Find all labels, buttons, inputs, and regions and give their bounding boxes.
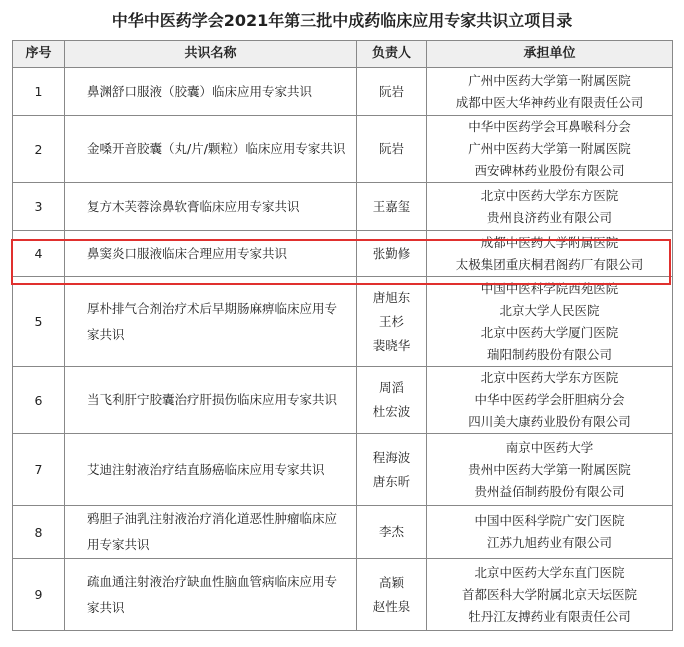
undertaking-unit: 首都医科大学附属北京天坛医院 bbox=[461, 586, 637, 602]
undertaking-unit: 江苏九旭药业有限公司 bbox=[486, 535, 612, 550]
undertaking-unit: 四川美大康药业股份有限公司 bbox=[468, 414, 631, 429]
responsible-person: 赵性泉 bbox=[372, 598, 411, 614]
undertaking-unit: 成都中医药大学附属医院 bbox=[480, 234, 619, 250]
undertaking-unit: 中国中医科学院西苑医院 bbox=[480, 280, 619, 296]
undertaking-unit: 中国中医科学院广安门医院 bbox=[474, 513, 625, 528]
undertaking-unit: 北京中医药大学厦门医院 bbox=[480, 324, 619, 340]
responsible-person: 张勤修 bbox=[372, 245, 411, 261]
table-row bbox=[13, 434, 673, 506]
undertaking-units-cell bbox=[427, 183, 673, 231]
table-row bbox=[13, 367, 673, 434]
undertaking-unit: 广州中医药大学第一附属医院 bbox=[468, 141, 631, 156]
responsible-person: 阮岩 bbox=[378, 141, 404, 156]
consensus-name: 当飞利肝宁胶囊治疗肝损伤临床应用专家共识 bbox=[65, 367, 357, 434]
undertaking-units-cell bbox=[427, 367, 673, 434]
table-row bbox=[13, 231, 673, 277]
row-number: 9 bbox=[13, 559, 65, 631]
row-number: 6 bbox=[13, 367, 65, 434]
header-no: 序号 bbox=[13, 41, 65, 68]
responsible-person-cell bbox=[357, 559, 427, 631]
responsible-person: 唐旭东 bbox=[372, 289, 411, 305]
undertaking-units-cell bbox=[427, 559, 673, 631]
consensus-name: 厚朴排气合剂治疗术后早期肠麻痹临床应用专家共识 bbox=[65, 277, 357, 367]
undertaking-unit: 贵州益佰制药股份有限公司 bbox=[474, 483, 625, 499]
table-row bbox=[13, 559, 673, 631]
consensus-name: 疏血通注射液治疗缺血性脑血管病临床应用专家共识 bbox=[65, 559, 357, 631]
undertaking-unit: 贵州中医药大学第一附属医院 bbox=[468, 461, 631, 477]
undertaking-unit: 成都中医大华神药业有限责任公司 bbox=[455, 94, 644, 110]
undertaking-units-cell bbox=[427, 277, 673, 367]
responsible-person-cell bbox=[357, 116, 427, 183]
undertaking-units-cell bbox=[427, 434, 673, 506]
responsible-person: 唐东昕 bbox=[372, 473, 411, 489]
responsible-person: 李杰 bbox=[378, 524, 404, 539]
undertaking-unit: 北京中医药大学东方医院 bbox=[480, 187, 619, 203]
undertaking-unit: 北京中医药大学东方医院 bbox=[480, 370, 619, 385]
responsible-person: 王嘉玺 bbox=[372, 198, 411, 214]
consensus-name: 复方木芙蓉涂鼻软膏临床应用专家共识 bbox=[65, 183, 357, 231]
table-row bbox=[13, 277, 673, 367]
table-row bbox=[13, 68, 673, 116]
consensus-name: 艾迪注射液治疗结直肠癌临床应用专家共识 bbox=[65, 434, 357, 506]
undertaking-units-cell bbox=[427, 116, 673, 183]
responsible-person: 阮岩 bbox=[378, 83, 404, 99]
consensus-name: 鸦胆子油乳注射液治疗消化道恶性肿瘤临床应用专家共识 bbox=[65, 506, 357, 559]
responsible-person-cell bbox=[357, 183, 427, 231]
undertaking-unit: 北京大学人民医院 bbox=[499, 302, 600, 318]
undertaking-unit: 太极集团重庆桐君阁药厂有限公司 bbox=[455, 256, 644, 272]
consensus-name: 鼻窦炎口服液临床合理应用专家共识 bbox=[65, 231, 357, 277]
undertaking-units-cell bbox=[427, 506, 673, 559]
header-unit: 承担单位 bbox=[427, 41, 673, 68]
table-row bbox=[13, 116, 673, 183]
table-header bbox=[13, 41, 673, 68]
undertaking-units-cell bbox=[427, 68, 673, 116]
responsible-person: 裴晓华 bbox=[372, 337, 411, 353]
header-name: 共识名称 bbox=[65, 41, 357, 68]
responsible-person: 程海波 bbox=[372, 449, 411, 465]
responsible-person: 杜宏波 bbox=[372, 404, 411, 419]
undertaking-unit: 南京中医药大学 bbox=[505, 439, 594, 455]
responsible-person-cell bbox=[357, 68, 427, 116]
responsible-person-cell bbox=[357, 434, 427, 506]
consensus-name: 鼻渊舒口服液（胶囊）临床应用专家共识 bbox=[65, 68, 357, 116]
table-body bbox=[13, 68, 673, 631]
row-number: 1 bbox=[13, 68, 65, 116]
undertaking-unit: 北京中医药大学东直门医院 bbox=[474, 564, 625, 580]
undertaking-unit: 广州中医药大学第一附属医院 bbox=[468, 72, 631, 88]
responsible-person: 周滔 bbox=[378, 380, 404, 395]
responsible-person: 王杉 bbox=[378, 313, 404, 329]
row-number: 3 bbox=[13, 183, 65, 231]
undertaking-unit: 中华中医药学会耳鼻喉科分会 bbox=[468, 119, 631, 134]
document-title: 中华中医药学会2021年第三批中成药临床应用专家共识立项目录 bbox=[111, 11, 573, 30]
responsible-person-cell bbox=[357, 367, 427, 434]
header-row bbox=[13, 41, 673, 68]
row-number: 4 bbox=[13, 231, 65, 277]
header-person: 负责人 bbox=[357, 41, 427, 68]
undertaking-unit: 贵州良济药业有限公司 bbox=[486, 209, 612, 225]
responsible-person-cell bbox=[357, 231, 427, 277]
project-table bbox=[12, 40, 673, 631]
row-number: 7 bbox=[13, 434, 65, 506]
row-number: 5 bbox=[13, 277, 65, 367]
responsible-person-cell bbox=[357, 277, 427, 367]
responsible-person-cell bbox=[357, 506, 427, 559]
row-number: 8 bbox=[13, 506, 65, 559]
undertaking-unit: 西安碑林药业股份有限公司 bbox=[474, 163, 625, 178]
row-number: 2 bbox=[13, 116, 65, 183]
table-row bbox=[13, 183, 673, 231]
undertaking-unit: 牡丹江友搏药业有限责任公司 bbox=[468, 608, 631, 624]
undertaking-units-cell bbox=[427, 231, 673, 277]
undertaking-unit: 瑞阳制药股份有限公司 bbox=[486, 346, 612, 362]
consensus-name: 金嗓开音胶囊（丸/片/颗粒）临床应用专家共识 bbox=[65, 116, 357, 183]
responsible-person: 高颖 bbox=[378, 574, 404, 590]
undertaking-unit: 中华中医药学会肝胆病分会 bbox=[474, 392, 625, 407]
table-row bbox=[13, 506, 673, 559]
